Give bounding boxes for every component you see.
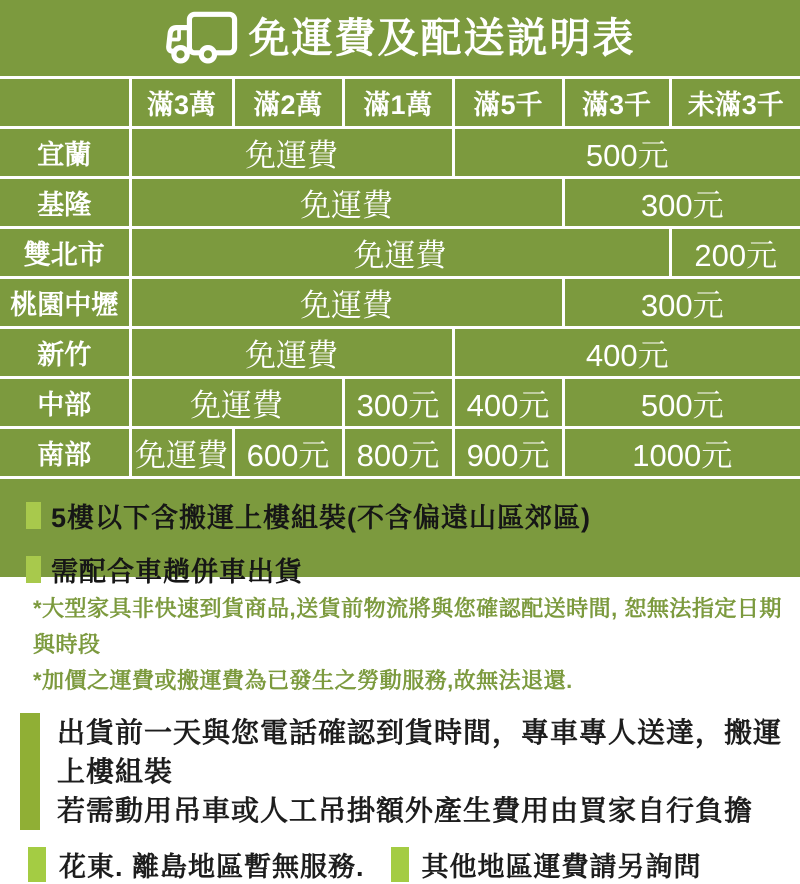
fee-cell: 800元 xyxy=(343,428,453,478)
delivery-note-line: 出貨前一天與您電話確認到貨時間，專車專人送達，搬運上樓組裝 xyxy=(57,717,783,787)
region-cell: 宜蘭 xyxy=(0,128,130,178)
fee-cell: 免運費 xyxy=(130,378,343,428)
note-text: 其他地區運費請另詢問 xyxy=(421,852,702,882)
note-no-service-areas xyxy=(28,845,365,884)
note-text: 5樓以下含搬運上樓組裝(不含偏遠山區郊區) xyxy=(51,503,591,533)
note-moving-included xyxy=(26,496,800,535)
green-notes xyxy=(0,479,800,589)
fee-cell: 1000元 xyxy=(563,428,800,478)
delivery-note-lines xyxy=(57,713,800,830)
fee-cell: 免運費 xyxy=(130,128,453,178)
region-cell: 新竹 xyxy=(0,328,130,378)
region-cell: 雙北市 xyxy=(0,228,130,278)
fine-print-line: *大型家具非快速到貨商品,送貨前物流將與您確認配送時間, 恕無法指定日期與時段 xyxy=(33,596,782,657)
bullet-square-icon xyxy=(28,847,46,882)
region-cell: 南部 xyxy=(0,428,130,478)
delivery-note xyxy=(20,713,800,830)
note-combined-shipping xyxy=(26,550,800,589)
fine-print xyxy=(0,591,800,699)
region-cell: 中部 xyxy=(0,378,130,428)
fee-cell: 300元 xyxy=(563,278,800,328)
table-header-row xyxy=(0,78,800,128)
page-title xyxy=(0,0,800,76)
column-header-30k: 滿3萬 xyxy=(130,78,233,128)
table-row-yilan xyxy=(0,128,800,178)
column-header-5k: 滿5千 xyxy=(453,78,563,128)
bullet-square-icon xyxy=(26,502,41,529)
bullet-square-icon xyxy=(26,556,41,583)
table-row-central xyxy=(0,378,800,428)
fee-cell: 免運費 xyxy=(130,278,563,328)
bullet-square-icon xyxy=(391,847,409,882)
fee-cell: 400元 xyxy=(453,378,563,428)
fee-cell: 500元 xyxy=(453,128,800,178)
table-row-keelung xyxy=(0,178,800,228)
page-title-text: 免運費及配送説明表 xyxy=(248,14,636,61)
truck-icon xyxy=(165,11,239,65)
table-row-taoyuan xyxy=(0,278,800,328)
green-bar-icon xyxy=(20,713,40,830)
fee-cell: 600元 xyxy=(233,428,343,478)
notes-section xyxy=(0,591,800,884)
fee-cell: 200元 xyxy=(670,228,800,278)
region-cell: 基隆 xyxy=(0,178,130,228)
column-header-under3k: 未滿3千 xyxy=(670,78,800,128)
bottom-notes xyxy=(0,845,800,884)
note-text: 需配合車趟併車出貨 xyxy=(51,557,303,587)
fine-print-line: *加價之運費或搬運費為已發生之勞動服務,故無法退還. xyxy=(33,668,573,693)
table-row-south xyxy=(0,428,800,478)
fee-cell: 500元 xyxy=(563,378,800,428)
note-other-areas xyxy=(391,845,702,884)
fee-cell: 免運費 xyxy=(130,228,670,278)
column-header-20k: 滿2萬 xyxy=(233,78,343,128)
fee-cell: 免運費 xyxy=(130,178,563,228)
delivery-note-line: 若需動用吊車或人工吊掛額外產生費用由買家自行負擔 xyxy=(57,795,754,826)
fee-cell: 免運費 xyxy=(130,428,233,478)
table-row-taipei xyxy=(0,228,800,278)
table-row-hsinchu xyxy=(0,328,800,378)
column-header-empty xyxy=(0,78,130,128)
column-header-3k: 滿3千 xyxy=(563,78,670,128)
fee-cell: 免運費 xyxy=(130,328,453,378)
region-cell: 桃園中壢 xyxy=(0,278,130,328)
fee-cell: 400元 xyxy=(453,328,800,378)
fee-cell: 900元 xyxy=(453,428,563,478)
fee-cell: 300元 xyxy=(343,378,453,428)
column-header-10k: 滿1萬 xyxy=(343,78,453,128)
note-text: 花東. 離島地區暫無服務. xyxy=(59,852,365,882)
fee-cell: 300元 xyxy=(563,178,800,228)
shipping-fee-table xyxy=(0,76,800,479)
